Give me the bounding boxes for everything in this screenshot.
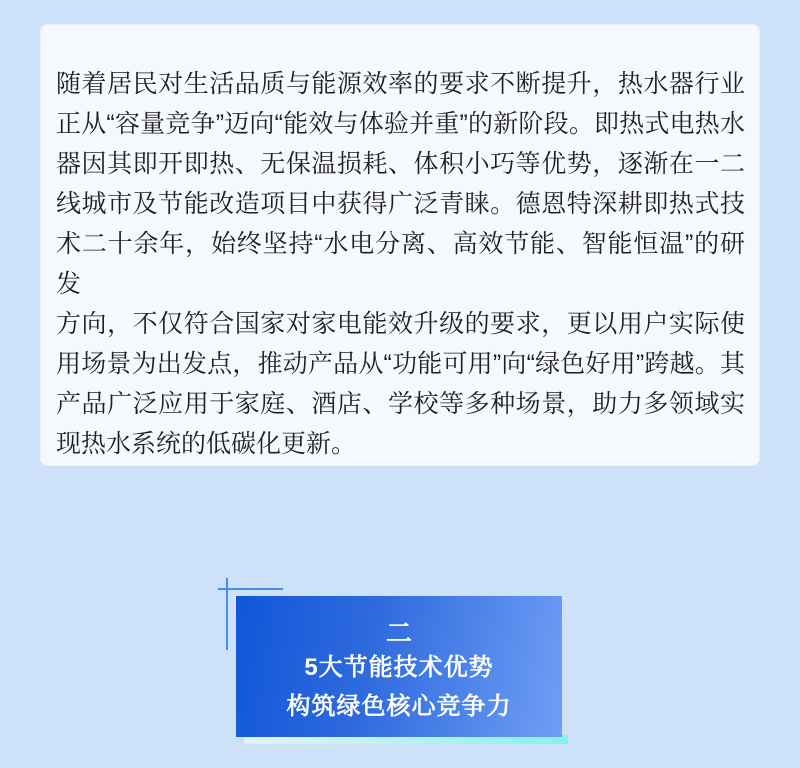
paragraph-line: 用场景为出发点，推动产品从“功能可用”向“绿色好用”跨越。其 (56, 350, 745, 378)
section-title-line1: 5大节能技术优势 (304, 654, 494, 681)
section-index-label: 二 (385, 618, 412, 648)
paragraph-line: 现热水系统的低碳化更新。 (56, 430, 357, 458)
paragraph-line: 线城市及节能改造项目中获得广泛青睐。德恩特深耕即热式技 (56, 190, 745, 218)
paragraph-line: 产品广泛应用于家庭、酒店、学校等多种场景，助力多领域实 (56, 390, 745, 418)
crosshair-horizontal-line (218, 588, 283, 590)
paragraph-line: 术二十余年，始终坚持“水电分离、高效节能、智能恒温”的研发 (56, 230, 745, 298)
article-card (40, 24, 760, 466)
section-banner (236, 596, 562, 737)
paragraph-line: 随着居民对生活品质与能源效率的要求不断提升，热水器行业 (56, 70, 745, 98)
paragraph-line: 器因其即开即热、无保温损耗、体积小巧等优势，逐渐在一二 (56, 150, 745, 178)
paragraph-line: 正从“容量竞争”迈向“能效与体验并重”的新阶段。即热式电热水 (56, 110, 745, 138)
section-title-line2: 构筑绿色核心竞争力 (286, 693, 512, 720)
paragraph-line: 方向，不仅符合国家对家电能效升级的要求，更以用户实际使 (56, 310, 745, 338)
